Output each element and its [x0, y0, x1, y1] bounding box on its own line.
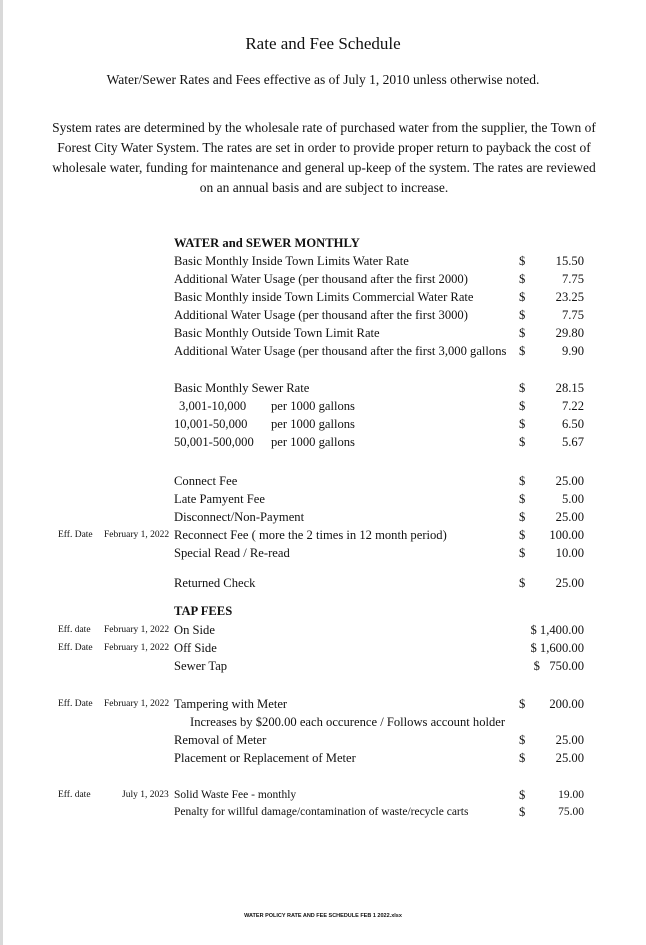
effective-label: Eff. date	[58, 790, 91, 800]
fee-label: Solid Waste Fee - monthly	[174, 789, 297, 801]
fee-label: Basic Monthly Sewer Rate	[174, 381, 310, 395]
fee-label: Connect Fee	[174, 474, 238, 488]
fee-label: Reconnect Fee ( more the 2 times in 12 month period)	[174, 528, 447, 542]
tier-range: 10,001-50,000	[174, 417, 248, 431]
note-row	[0, 713, 646, 731]
sewer-tier-row	[0, 433, 646, 451]
dollar-sign: $	[519, 788, 526, 802]
fee-label: On Side	[174, 623, 215, 637]
dollar-sign: $	[519, 381, 526, 395]
fee-amount: $ 1,400.00	[530, 623, 584, 637]
effective-date: February 1, 2022	[104, 530, 170, 540]
fee-amount: 5.67	[561, 435, 584, 449]
dollar-sign: $	[519, 474, 526, 488]
page-subtitle: Water/Sewer Rates and Fees effective as of July 1, 2010 unless otherwise noted.	[106, 72, 540, 87]
dollar-sign: $	[519, 751, 526, 765]
section-heading: WATER and SEWER MONTHLY	[174, 236, 360, 250]
dollar-sign: $	[519, 308, 526, 322]
fee-row	[0, 252, 646, 270]
dollar-sign: $	[519, 272, 526, 286]
sewer-tier-row	[0, 397, 646, 415]
fee-amount: 5.00	[561, 492, 584, 506]
fee-label: Penalty for willful damage/contamination of waste/recycle carts	[174, 806, 469, 818]
dollar-sign: $	[519, 546, 526, 560]
tier-range: 3,001-10,000	[179, 399, 247, 413]
fee-row	[0, 574, 646, 592]
dollar-sign: $	[519, 435, 526, 449]
fee-amount: 28.15	[555, 381, 584, 395]
fee-row	[0, 324, 646, 342]
section-heading: TAP FEES	[174, 604, 233, 618]
fee-row	[0, 657, 646, 675]
fee-row	[0, 342, 646, 360]
fee-amount: 23.25	[555, 290, 584, 304]
fee-label: Placement or Replacement of Meter	[174, 751, 356, 765]
water-sewer-heading-row	[0, 234, 646, 252]
fee-amount: $ 1,600.00	[530, 641, 584, 655]
dollar-sign: $	[519, 576, 526, 590]
fee-label: Additional Water Usage (per thousand after the first 3000)	[174, 308, 468, 322]
fee-label: Basic Monthly inside Town Limits Commercial Water Rate	[174, 290, 474, 304]
fee-amount: 75.00	[558, 806, 584, 818]
fee-note: Increases by $200.00 each occurence / Follows account holder	[190, 715, 506, 729]
fee-row	[0, 288, 646, 306]
fee-row	[0, 749, 646, 767]
fee-amount: 7.22	[561, 399, 584, 413]
fee-amount: 10.00	[555, 546, 584, 560]
tier-unit: per 1000 gallons	[271, 435, 355, 449]
tier-unit: per 1000 gallons	[271, 417, 355, 431]
effective-label: Eff. Date	[58, 530, 93, 540]
fee-label: Sewer Tap	[174, 659, 228, 673]
dollar-sign: $	[519, 492, 526, 506]
fee-amount: 7.75	[561, 272, 584, 286]
effective-date: February 1, 2022	[104, 625, 170, 635]
fee-amount: 25.00	[555, 474, 584, 488]
fee-row	[0, 544, 646, 562]
effective-label: Eff. Date	[58, 643, 93, 653]
fee-amount: 15.50	[555, 254, 584, 268]
fee-row	[0, 639, 646, 657]
effective-label: Eff. date	[58, 625, 91, 635]
dollar-sign: $	[519, 326, 526, 340]
fee-row	[0, 379, 646, 397]
fee-row	[0, 621, 646, 639]
fee-label: Disconnect/Non-Payment	[174, 510, 305, 524]
fee-amount: 25.00	[555, 510, 584, 524]
fee-row	[0, 695, 646, 713]
fee-label: Special Read / Re-read	[174, 546, 290, 560]
effective-date: February 1, 2022	[104, 643, 170, 653]
dollar-sign: $	[519, 510, 526, 524]
fee-amount: 25.00	[555, 751, 584, 765]
fee-amount: $ 750.00	[533, 659, 584, 673]
fee-label: Basic Monthly Inside Town Limits Water Rate	[174, 254, 409, 268]
tier-range: 50,001-500,000	[174, 435, 254, 449]
fee-row	[0, 803, 646, 821]
fee-label: Late Pamyent Fee	[174, 492, 265, 506]
dollar-sign: $	[519, 417, 526, 431]
effective-label: Eff. Date	[58, 699, 93, 709]
fee-label: Returned Check	[174, 576, 256, 590]
dollar-sign: $	[519, 733, 526, 747]
fee-amount: 6.50	[561, 417, 584, 431]
fee-row	[0, 731, 646, 749]
fee-label: Off Side	[174, 641, 217, 655]
sewer-tier-row	[0, 415, 646, 433]
fee-row	[0, 508, 646, 526]
dollar-sign: $	[519, 290, 526, 304]
fee-amount: 200.00	[549, 697, 584, 711]
effective-date: July 1, 2023	[122, 790, 169, 800]
dollar-sign: $	[519, 528, 526, 542]
dollar-sign: $	[519, 697, 526, 711]
fee-label: Removal of Meter	[174, 733, 267, 747]
dollar-sign: $	[519, 254, 526, 268]
dollar-sign: $	[519, 805, 526, 819]
fee-amount: 100.00	[549, 528, 584, 542]
fee-row	[0, 270, 646, 288]
fee-amount: 29.80	[555, 326, 584, 340]
fee-row	[0, 526, 646, 544]
fee-amount: 7.75	[561, 308, 584, 322]
tap-fees-heading-row	[0, 602, 646, 620]
fee-amount: 19.00	[558, 789, 584, 801]
fee-label: Additional Water Usage (per thousand after the first 3,000 gallons	[174, 344, 507, 358]
dollar-sign: $	[519, 399, 526, 413]
fee-amount: 25.00	[555, 576, 584, 590]
page-title: Rate and Fee Schedule	[245, 34, 401, 53]
fee-row	[0, 786, 646, 804]
dollar-sign: $	[519, 344, 526, 358]
intro-paragraph: System rates are determined by the wholesale rate of purchased water from the supplier, the Town of Forest City Water System. The rates are set in order to provide proper return to payback the cost of wholesale water, funding for maintenance and general up-keep of the system. The rates are reviewed on an annual basis and are subject to increase.	[52, 120, 596, 195]
fee-row	[0, 472, 646, 490]
fee-label: Tampering with Meter	[174, 697, 288, 711]
fee-label: Basic Monthly Outside Town Limit Rate	[174, 326, 380, 340]
fee-row	[0, 306, 646, 324]
tier-unit: per 1000 gallons	[271, 399, 355, 413]
document-footer: WATER POLICY RATE AND FEE SCHEDULE FEB 1 2022.xlsx	[244, 913, 402, 919]
fee-label: Additional Water Usage (per thousand after the first 2000)	[174, 272, 468, 286]
fee-amount: 9.90	[561, 344, 584, 358]
fee-row	[0, 490, 646, 508]
fee-amount: 25.00	[555, 733, 584, 747]
effective-date: February 1, 2022	[104, 699, 170, 709]
